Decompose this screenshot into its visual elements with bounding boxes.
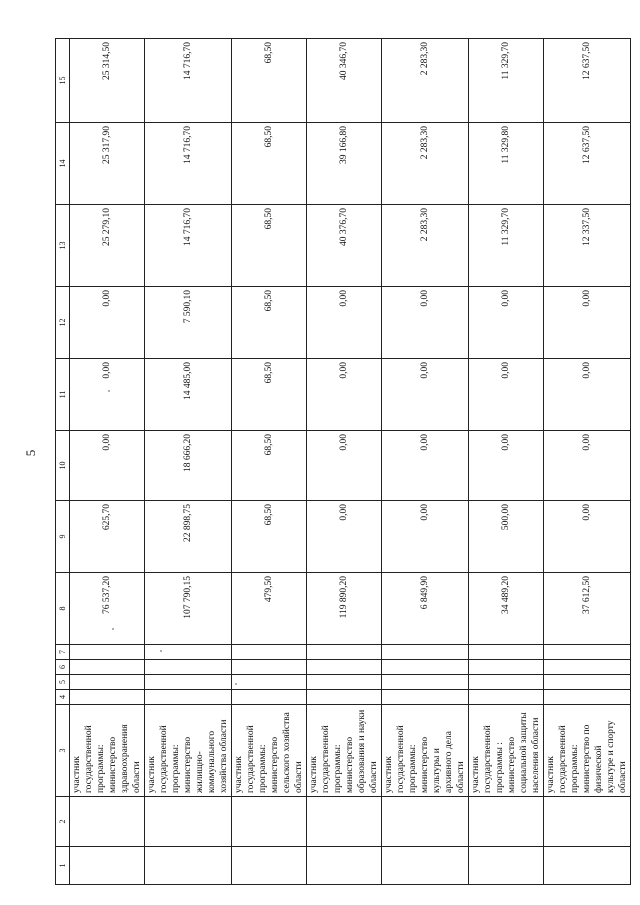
empty-cell bbox=[145, 847, 232, 885]
row-description: участник государственной программы: министерство сельского хозяйства области bbox=[232, 705, 307, 797]
value-cell: 37 612,50 bbox=[544, 573, 631, 645]
empty-cell bbox=[307, 797, 382, 847]
column-header-6: 6 bbox=[56, 660, 70, 675]
table-row bbox=[469, 39, 544, 885]
value-cell: 68,50 bbox=[232, 205, 307, 287]
value-cell: 11 329,80 bbox=[469, 123, 544, 205]
value-cell: 0,00 bbox=[544, 431, 631, 501]
value-cell: 119 890,20 bbox=[307, 573, 382, 645]
empty-cell bbox=[232, 645, 307, 660]
empty-cell bbox=[70, 660, 145, 675]
value-cell: 0,00 bbox=[70, 359, 145, 431]
value-cell: 0,00 bbox=[70, 287, 145, 359]
budget-table bbox=[55, 38, 631, 885]
header-row bbox=[56, 39, 70, 885]
value-cell: 0,00 bbox=[544, 501, 631, 573]
empty-cell bbox=[307, 847, 382, 885]
empty-cell bbox=[307, 675, 382, 690]
table-row bbox=[382, 39, 469, 885]
value-cell: 2 283,30 bbox=[382, 39, 469, 123]
value-cell: 107 790,15 bbox=[145, 573, 232, 645]
value-cell: 12 337,50 bbox=[544, 205, 631, 287]
value-cell: 6 849,90 bbox=[382, 573, 469, 645]
value-cell: 76 537,20 bbox=[70, 573, 145, 645]
column-header-15: 15 bbox=[56, 39, 70, 123]
column-header-11: 11 bbox=[56, 359, 70, 431]
value-cell: 0,00 bbox=[382, 501, 469, 573]
value-cell: 0,00 bbox=[469, 431, 544, 501]
empty-cell bbox=[232, 675, 307, 690]
empty-cell bbox=[145, 675, 232, 690]
empty-cell bbox=[70, 645, 145, 660]
value-cell: 34 489,20 bbox=[469, 573, 544, 645]
value-cell: 14 716,70 bbox=[145, 123, 232, 205]
value-cell: 0,00 bbox=[382, 431, 469, 501]
empty-cell bbox=[544, 660, 631, 675]
empty-cell bbox=[544, 645, 631, 660]
column-header-12: 12 bbox=[56, 287, 70, 359]
value-cell: 14 485,00 bbox=[145, 359, 232, 431]
empty-cell bbox=[70, 797, 145, 847]
value-cell: 7 590,10 bbox=[145, 287, 232, 359]
rotated-table-container bbox=[55, 42, 628, 885]
empty-cell bbox=[307, 660, 382, 675]
column-header-10: 10 bbox=[56, 431, 70, 501]
value-cell: 0,00 bbox=[307, 501, 382, 573]
empty-cell bbox=[544, 797, 631, 847]
empty-cell bbox=[145, 690, 232, 705]
column-header-5: 5 bbox=[56, 675, 70, 690]
empty-cell bbox=[70, 675, 145, 690]
value-cell: 0,00 bbox=[382, 359, 469, 431]
value-cell: 500,00 bbox=[469, 501, 544, 573]
value-cell: 0,00 bbox=[70, 431, 145, 501]
empty-cell bbox=[382, 847, 469, 885]
column-header-1: 1 bbox=[56, 847, 70, 885]
value-cell: 0,00 bbox=[544, 359, 631, 431]
row-description: участник государственной программы: министерство по физической культуре и спорту области bbox=[544, 705, 631, 797]
empty-cell bbox=[382, 660, 469, 675]
empty-cell bbox=[382, 645, 469, 660]
value-cell: 0,00 bbox=[382, 287, 469, 359]
empty-cell bbox=[469, 675, 544, 690]
value-cell: 68,50 bbox=[232, 431, 307, 501]
empty-cell bbox=[145, 660, 232, 675]
empty-cell bbox=[232, 797, 307, 847]
value-cell: 0,00 bbox=[469, 287, 544, 359]
empty-cell bbox=[469, 645, 544, 660]
table-row bbox=[232, 39, 307, 885]
empty-cell bbox=[382, 675, 469, 690]
empty-cell bbox=[469, 797, 544, 847]
value-cell: 25 279,10 bbox=[70, 205, 145, 287]
value-cell: 11 329,70 bbox=[469, 39, 544, 123]
empty-cell bbox=[70, 690, 145, 705]
value-cell: 22 898,75 bbox=[145, 501, 232, 573]
row-description: участник государственной программы : министерство социальной защиты населения области bbox=[469, 705, 544, 797]
value-cell: 0,00 bbox=[469, 359, 544, 431]
value-cell: 40 346,70 bbox=[307, 39, 382, 123]
value-cell: 11 329,70 bbox=[469, 205, 544, 287]
column-header-4: 4 bbox=[56, 690, 70, 705]
value-cell: 68,50 bbox=[232, 501, 307, 573]
column-header-8: 8 bbox=[56, 573, 70, 645]
value-cell: 68,50 bbox=[232, 359, 307, 431]
table-row bbox=[307, 39, 382, 885]
value-cell: 68,50 bbox=[232, 39, 307, 123]
value-cell: 625,70 bbox=[70, 501, 145, 573]
table-row bbox=[544, 39, 631, 885]
empty-cell bbox=[469, 690, 544, 705]
page-number: 5 bbox=[23, 449, 38, 457]
empty-cell bbox=[145, 645, 232, 660]
empty-cell bbox=[544, 847, 631, 885]
column-header-2: 2 bbox=[56, 797, 70, 847]
empty-cell bbox=[544, 690, 631, 705]
row-description: участник государственной программы: министерство здравоохранения области bbox=[70, 705, 145, 797]
value-cell: 25 314,50 bbox=[70, 39, 145, 123]
row-description: участник государственной программы: министерство культуры и архивного дела области bbox=[382, 705, 469, 797]
empty-cell bbox=[70, 847, 145, 885]
empty-cell bbox=[232, 847, 307, 885]
value-cell: 39 166,80 bbox=[307, 123, 382, 205]
row-description: участник государственной программы: министерство образования и науки области bbox=[307, 705, 382, 797]
value-cell: 12 637,50 bbox=[544, 39, 631, 123]
row-description: участник государственной программы: министерство жилищно-коммунального хозяйства области bbox=[145, 705, 232, 797]
table-row bbox=[145, 39, 232, 885]
value-cell: 25 317,90 bbox=[70, 123, 145, 205]
empty-cell bbox=[232, 660, 307, 675]
column-header-14: 14 bbox=[56, 123, 70, 205]
column-header-13: 13 bbox=[56, 205, 70, 287]
column-header-7: 7 bbox=[56, 645, 70, 660]
value-cell: 12 637,50 bbox=[544, 123, 631, 205]
value-cell: 0,00 bbox=[307, 287, 382, 359]
empty-cell bbox=[382, 690, 469, 705]
empty-cell bbox=[145, 797, 232, 847]
table-row bbox=[70, 39, 145, 885]
empty-cell bbox=[544, 675, 631, 690]
column-header-3: 3 bbox=[56, 705, 70, 797]
value-cell: 14 716,70 bbox=[145, 39, 232, 123]
empty-cell bbox=[469, 847, 544, 885]
value-cell: 40 376,70 bbox=[307, 205, 382, 287]
empty-cell bbox=[307, 690, 382, 705]
column-header-9: 9 bbox=[56, 501, 70, 573]
value-cell: 68,50 bbox=[232, 287, 307, 359]
value-cell: 0,00 bbox=[307, 359, 382, 431]
empty-cell bbox=[469, 660, 544, 675]
value-cell: 0,00 bbox=[307, 431, 382, 501]
empty-cell bbox=[307, 645, 382, 660]
empty-cell bbox=[382, 797, 469, 847]
value-cell: 2 283,30 bbox=[382, 205, 469, 287]
empty-cell bbox=[232, 690, 307, 705]
value-cell: 18 666,20 bbox=[145, 431, 232, 501]
value-cell: 0,00 bbox=[544, 287, 631, 359]
value-cell: 2 283,30 bbox=[382, 123, 469, 205]
value-cell: 14 716,70 bbox=[145, 205, 232, 287]
value-cell: 68,50 bbox=[232, 123, 307, 205]
value-cell: 479,50 bbox=[232, 573, 307, 645]
